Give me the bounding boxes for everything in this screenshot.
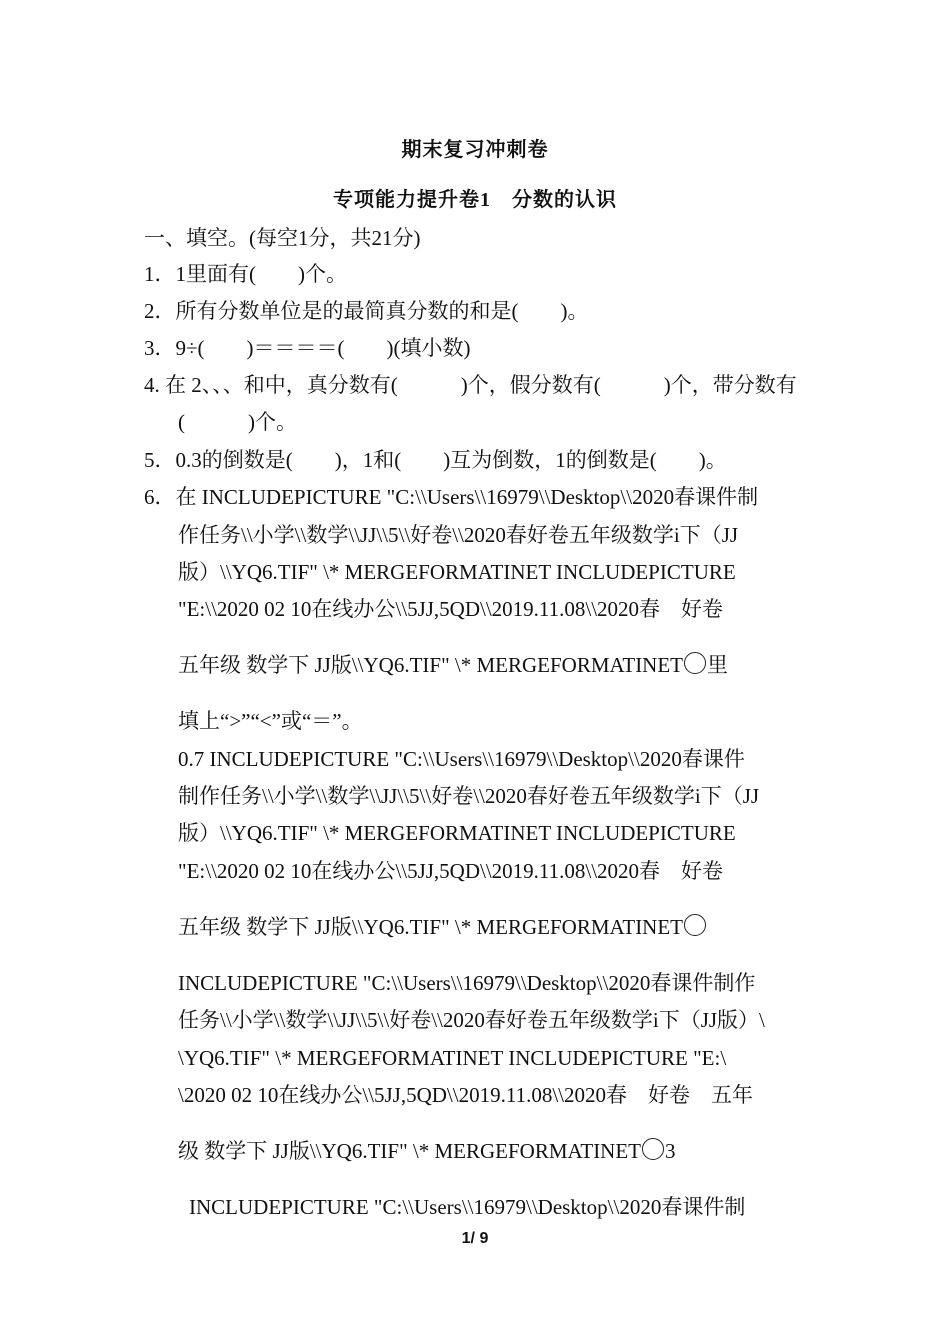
question-5: 5．0.3的倒数是( )，1和( )互为倒数，1的倒数是( )。 — [144, 448, 727, 472]
question-4-line-2: ( )个。 — [178, 410, 297, 434]
question-6-line-11 — [178, 912, 707, 942]
question-6-line-1: 6．在 INCLUDEPICTURE "C:\\Users\\16979\\Desktop\\2020春课件制 — [144, 485, 759, 509]
question-4-line-1: 4. 在 2、、、和中，真分数有( )个，假分数有( )个，带分数有 — [144, 373, 797, 397]
question-6-line-12: INCLUDEPICTURE "C:\\Users\\16979\\Desktop\\2020春课件制作 — [178, 971, 756, 995]
question-2: 2．所有分数单位是的最简真分数的和是( )。 — [144, 299, 589, 323]
question-6-line-11-text: 五年级 数学下 JJ版\\YQ6.TIF" \* MERGEFORMATINET — [178, 915, 684, 939]
question-6-line-2: 作任务\\小学\\数学\\JJ\\5\\好卷\\2020春好卷五年级数学i下（JJ — [178, 523, 739, 547]
question-6-line-6: 填上“>”“<”或“＝”。 — [178, 709, 363, 733]
question-6-line-16-text: 级 数学下 JJ版\\YQ6.TIF" \* MERGEFORMATINET — [178, 1139, 642, 1163]
question-6-line-15: \2020 02 10在线办公\\5JJ,5QD\\2019.11.08\\2020春 好卷 五年 — [178, 1083, 753, 1107]
question-6-line-14: \YQ6.TIF" \* MERGEFORMATINET INCLUDEPICTURE "E:\ — [178, 1046, 727, 1070]
question-6-line-4: "E:\\2020 02 10在线办公\\5JJ,5QD\\2019.11.08\\2020春 好卷 — [178, 597, 724, 621]
question-3: 3．9÷( )＝＝＝＝( )(填小数) — [144, 336, 471, 360]
question-6-line-5 — [178, 650, 728, 680]
page-subtitle: 专项能力提升卷1 分数的认识 — [333, 189, 617, 211]
page-number: 1/ 9 — [461, 1230, 489, 1247]
question-6-line-16-tail: 3 — [665, 1139, 676, 1163]
question-1: 1．1里面有( )个。 — [144, 262, 347, 286]
question-6-line-17: INCLUDEPICTURE "C:\\Users\\16979\\Desktop\\2020春课件制 — [189, 1195, 746, 1219]
question-6-line-8: 制作任务\\小学\\数学\\JJ\\5\\好卷\\2020春好卷五年级数学i下（JJ — [178, 784, 760, 808]
question-6-line-16 — [178, 1136, 676, 1166]
section-heading: 一、填空。(每空1分，共21分) — [144, 226, 421, 250]
compare-circle-icon[interactable] — [684, 652, 706, 674]
question-6-line-3: 版）\\YQ6.TIF" \* MERGEFORMATINET INCLUDEPICTURE — [178, 560, 736, 584]
question-6-line-10: "E:\\2020 02 10在线办公\\5JJ,5QD\\2019.11.08\\2020春 好卷 — [178, 859, 724, 883]
question-6-line-5-text: 五年级 数学下 JJ版\\YQ6.TIF" \* MERGEFORMATINET — [178, 653, 684, 677]
page-title: 期末复习冲刺卷 — [401, 139, 549, 161]
compare-circle-icon[interactable] — [684, 914, 706, 936]
question-6-line-7: 0.7 INCLUDEPICTURE "C:\\Users\\16979\\Desktop\\2020春课件 — [178, 747, 745, 771]
question-6-line-5-tail: 里 — [707, 653, 729, 677]
question-6-line-9: 版）\\YQ6.TIF" \* MERGEFORMATINET INCLUDEPICTURE — [178, 821, 736, 845]
compare-circle-icon[interactable] — [642, 1138, 664, 1160]
question-6-line-13: 任务\\小学\\数学\\JJ\\5\\好卷\\2020春好卷五年级数学i下（JJ版）\ — [178, 1008, 765, 1032]
